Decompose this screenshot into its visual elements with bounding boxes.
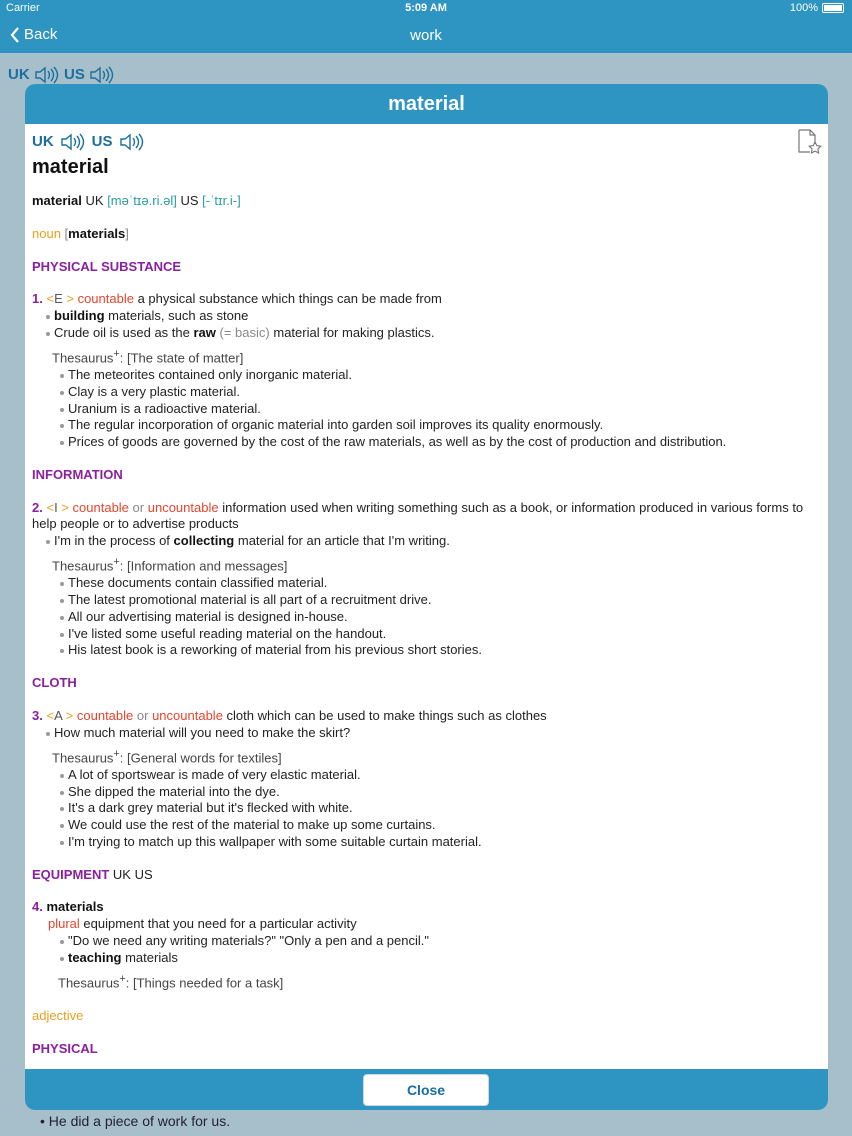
thesaurus-example: The latest promotional material is all part of a recruitment drive.	[32, 592, 821, 609]
pronunciation-row	[32, 131, 821, 153]
sense-number: 2.	[32, 499, 43, 515]
bookmark-document-icon[interactable]	[796, 128, 822, 154]
section-title: INFORMATION	[32, 466, 123, 482]
pron-uk-label: UK	[85, 193, 104, 208]
thesaurus-example: Uranium is a radioactive material.	[32, 401, 821, 418]
carrier-label: Carrier	[6, 2, 40, 14]
sense-number: 4.	[32, 899, 43, 915]
countability: countable	[72, 499, 129, 515]
section-title-equipment	[32, 867, 821, 884]
status-bar	[0, 0, 852, 18]
countability: countable	[77, 291, 134, 307]
thesaurus-example: She dipped the material into the dye.	[32, 784, 821, 801]
thesaurus-line[interactable]: Thesaurus+: [General words for textiles]	[52, 747, 282, 765]
example: Crude oil is used as the raw (= basic) material for making plastics.	[32, 325, 821, 342]
or-word: or	[132, 499, 145, 515]
speaker-icon[interactable]	[119, 132, 145, 152]
thesaurus-example: These documents contain classified material.	[32, 575, 821, 592]
nav-title: work	[410, 27, 442, 44]
example: building materials, such as stone	[32, 308, 821, 325]
section-title-suffix: UK US	[112, 866, 153, 882]
sense-4	[32, 899, 821, 916]
example: I'm in the process of collecting material for an article that I'm writing.	[32, 533, 821, 550]
pos-label: noun	[32, 225, 61, 241]
modal-footer	[25, 1069, 828, 1110]
thesaurus-example: Clay is a very plastic material.	[32, 384, 821, 401]
sense-word: materials	[46, 899, 104, 915]
navigation-bar	[0, 18, 852, 53]
thesaurus-line[interactable]: Thesaurus+: [The state of matter]	[52, 347, 244, 366]
part-of-speech-adjective: adjective	[32, 1007, 84, 1023]
bg-uk-label: UK	[8, 65, 30, 83]
section-title: CLOTH	[32, 675, 77, 691]
thesaurus-example: Prices of goods are governed by the cost of the raw materials, as well as by the cost of production and distribution.	[32, 434, 821, 451]
thesaurus-line[interactable]: Thesaurus+: [Information and messages]	[52, 556, 288, 574]
or-word: or	[136, 707, 149, 723]
example: How much material will you need to make the skirt?	[32, 725, 821, 742]
thesaurus-example: I've listed some useful reading material on the handout.	[32, 626, 821, 643]
example: teaching materials	[32, 950, 821, 967]
us-label: US	[91, 132, 113, 150]
grammar-code: E	[54, 291, 63, 307]
section-title: PHYSICAL SUBSTANCE	[32, 258, 182, 274]
status-time: 5:09 AM	[405, 2, 447, 14]
definition-modal	[25, 84, 828, 1110]
sense-3: 3. <A > countable or uncountable cloth which can be used to make things such as clothes	[32, 707, 547, 723]
thesaurus-example: The meteorites contained only inorganic material.	[32, 367, 821, 384]
plural-label: plural	[48, 916, 80, 932]
pronunciation-line	[32, 193, 821, 210]
thesaurus-example: We could use the rest of the material to make up some curtains.	[32, 817, 821, 834]
pron-word: material	[32, 193, 82, 208]
thesaurus-example: His latest book is a reworking of material from his previous short stories.	[32, 642, 821, 659]
back-label: Back	[24, 26, 58, 43]
bg-example-text: He did a piece of work for us.	[48, 1113, 231, 1129]
close-button[interactable]: Close	[363, 1074, 489, 1106]
countability: countable	[76, 707, 134, 723]
grammar-code: I	[54, 499, 58, 515]
section-title: EQUIPMENT	[32, 866, 110, 882]
speaker-icon	[34, 65, 60, 85]
speaker-icon	[89, 65, 115, 85]
example: "Do we need any writing materials?" "Only a pen and a pencil."	[32, 933, 821, 950]
bg-pronunciation-row	[8, 65, 115, 85]
sense-1: 1. <E > countable a physical substance which things can be made from	[32, 291, 442, 307]
sense-4-definition	[32, 916, 821, 933]
section-title: PHYSICAL	[32, 1040, 98, 1056]
sense-2: 2. <I > countable or uncountable information used when writing something such as a book, or information produced in various forms to help people or to advertise products	[32, 499, 804, 532]
pron-us-label: US	[180, 193, 199, 208]
sense-number: 1.	[32, 291, 43, 307]
speaker-icon[interactable]	[60, 132, 86, 152]
uk-label: UK	[32, 132, 54, 150]
sense-number: 3.	[32, 707, 43, 723]
bg-example: • He did a piece of work for us.	[40, 1113, 231, 1129]
thesaurus-example: All our advertising material is designed in-house.	[32, 609, 821, 626]
definition: cloth which can be used to make things such as clothes	[226, 707, 547, 723]
grammar-code: A	[54, 707, 63, 723]
noun-plural: materials	[68, 225, 126, 241]
modal-title: material	[25, 84, 828, 124]
battery-indicator	[790, 2, 844, 14]
thesaurus-line[interactable]: Thesaurus+: [Things needed for a task]	[58, 972, 284, 990]
headword: material	[32, 156, 109, 178]
thesaurus-example: A lot of sportswear is made of very elastic material.	[32, 767, 821, 784]
bg-us-label: US	[64, 65, 85, 83]
definition: a physical substance which things can be made from	[137, 291, 442, 307]
pron-us: [-ˈtɪr.i-]	[202, 193, 241, 208]
part-of-speech-noun: noun [materials]	[32, 225, 129, 241]
battery-icon	[822, 3, 844, 13]
battery-percent: 100%	[789, 2, 818, 14]
thesaurus-example: It's a dark grey material but it's flecked with white.	[32, 800, 821, 817]
modal-body[interactable]	[25, 124, 828, 1069]
definition: equipment that you need for a particular activity	[83, 916, 357, 932]
thesaurus-example: I'm trying to match up this wallpaper with some suitable curtain material.	[32, 834, 821, 851]
pron-uk: [məˈtɪə.ri.əl]	[107, 193, 177, 208]
uncountability: uncountable	[152, 707, 223, 723]
definition: information used when writing something such as a book, or information produced in various forms to help people or to advertise products	[32, 499, 804, 532]
thesaurus-example: The regular incorporation of organic material into garden soil improves its quality enormously.	[32, 417, 821, 434]
uncountability: uncountable	[147, 499, 219, 515]
